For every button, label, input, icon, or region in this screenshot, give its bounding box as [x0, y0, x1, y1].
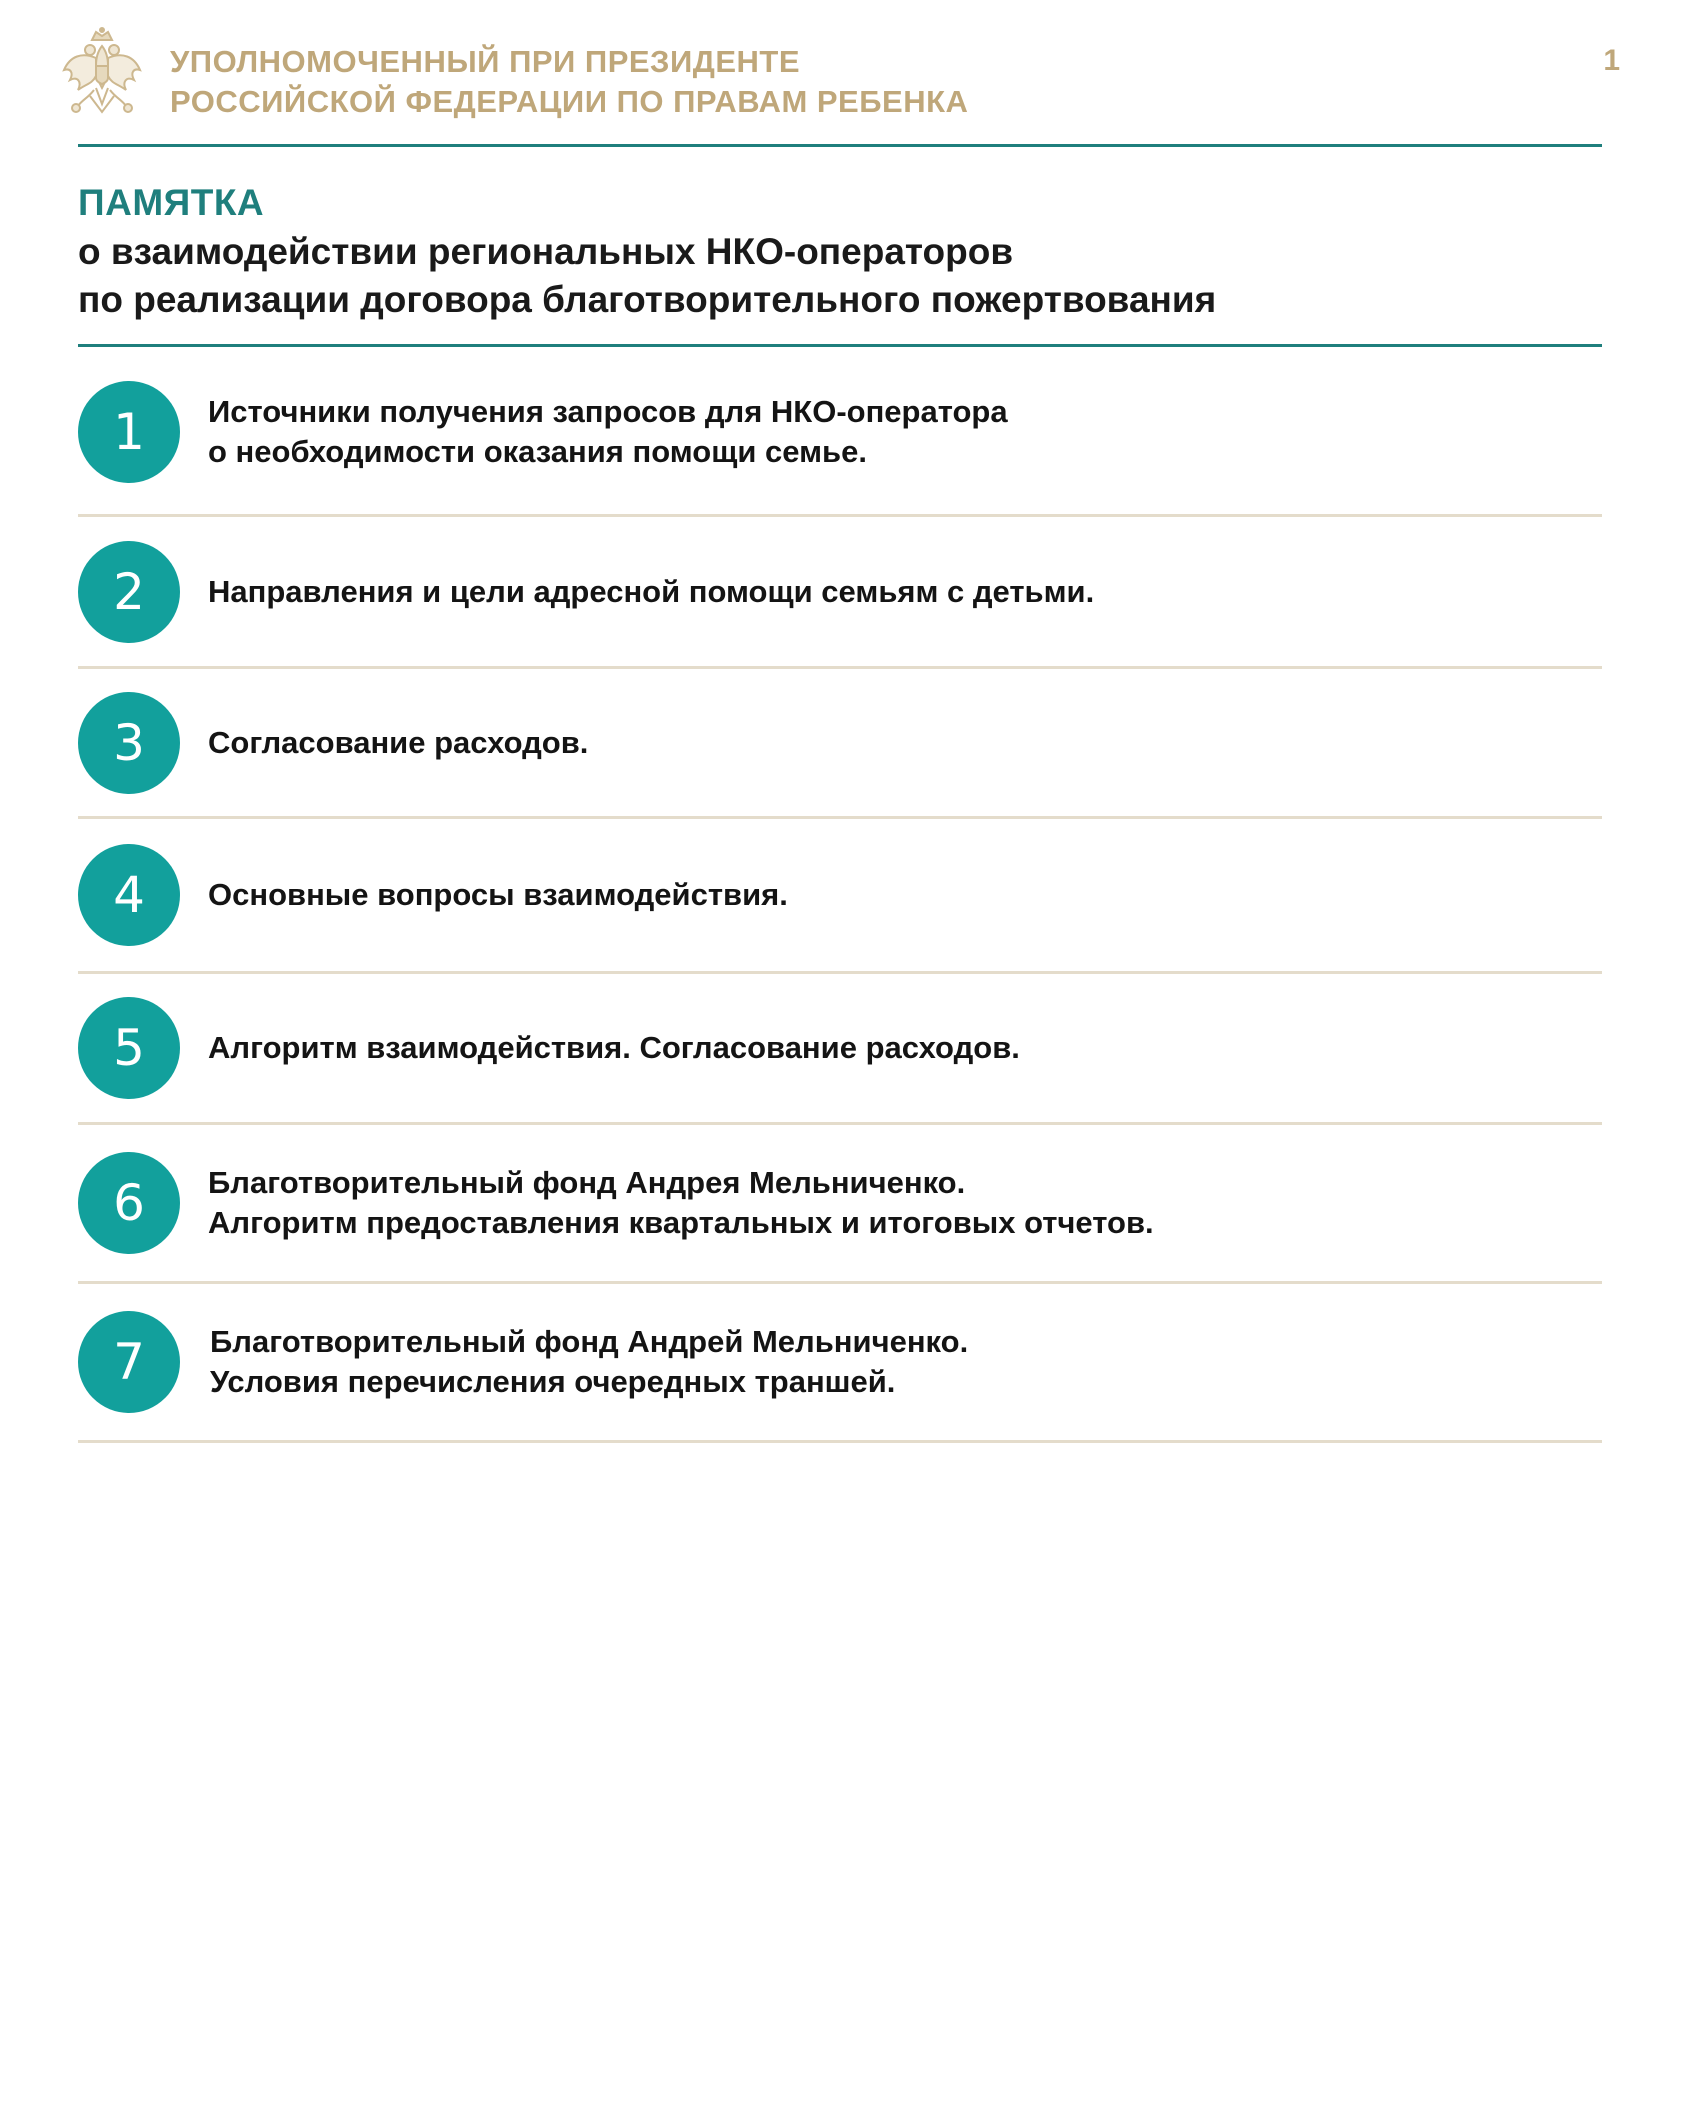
title-sub-line1: о взаимодействии региональных НКО-операторов	[78, 231, 1014, 272]
item-text	[210, 1322, 968, 1402]
contents-list	[78, 350, 1602, 1443]
item-number-badge: 7	[78, 1311, 180, 1413]
item-text	[208, 392, 1008, 472]
item-text-line2: Условия перечисления очередных траншей.	[210, 1364, 896, 1399]
item-text-line1: Направления и цели адресной помощи семьям с детьми.	[208, 573, 1095, 609]
item-number-badge: 4	[78, 844, 180, 946]
organization-name	[170, 42, 968, 122]
title-divider	[78, 344, 1602, 347]
item-text	[208, 723, 588, 763]
item-number-badge: 5	[78, 997, 180, 1099]
organization-name-line1: УПОЛНОМОЧЕННЫЙ ПРИ ПРЕЗИДЕНТЕ	[170, 44, 801, 79]
item-number-badge: 2	[78, 541, 180, 643]
item-divider	[78, 1440, 1602, 1443]
item-text-line1: Источники получения запросов для НКО-оператора	[208, 394, 1008, 429]
list-item	[78, 1284, 1602, 1440]
item-text-line1: Благотворительный фонд Андрея Мельниченко.	[208, 1165, 966, 1200]
item-text	[208, 1028, 1020, 1068]
list-item	[78, 517, 1602, 666]
list-item	[78, 1125, 1602, 1281]
page-header	[60, 26, 1620, 136]
list-item	[78, 669, 1602, 816]
item-text-line1: Согласование расходов.	[208, 724, 589, 760]
list-item	[78, 350, 1602, 514]
list-item	[78, 974, 1602, 1122]
double-headed-eagle-emblem-icon	[60, 26, 144, 130]
organization-name-line2: РОССИЙСКОЙ ФЕДЕРАЦИИ ПО ПРАВАМ РЕБЕНКА	[170, 84, 969, 119]
page-number: 1	[1603, 44, 1620, 77]
item-number-badge: 3	[78, 692, 180, 794]
item-number-badge: 6	[78, 1152, 180, 1254]
header-divider	[78, 144, 1602, 147]
document-title	[78, 178, 1602, 324]
item-text	[208, 572, 1094, 612]
title-main: ПАМЯТКА	[78, 182, 265, 223]
item-number-badge: 1	[78, 381, 180, 483]
item-text-line2: Алгоритм предоставления квартальных и итоговых отчетов.	[208, 1205, 1154, 1240]
item-text	[208, 875, 788, 915]
item-text-line1: Основные вопросы взаимодействия.	[208, 877, 788, 912]
item-text-line2: о необходимости оказания помощи семье.	[208, 434, 867, 469]
item-text-line1: Благотворительный фонд Андрей Мельниченко.	[210, 1324, 969, 1359]
title-sub-line2: по реализации договора благотворительного пожертвования	[78, 279, 1217, 320]
item-text-line1: Алгоритм взаимодействия. Согласование расходов.	[208, 1030, 1020, 1065]
item-text	[208, 1163, 1154, 1243]
list-item	[78, 819, 1602, 971]
